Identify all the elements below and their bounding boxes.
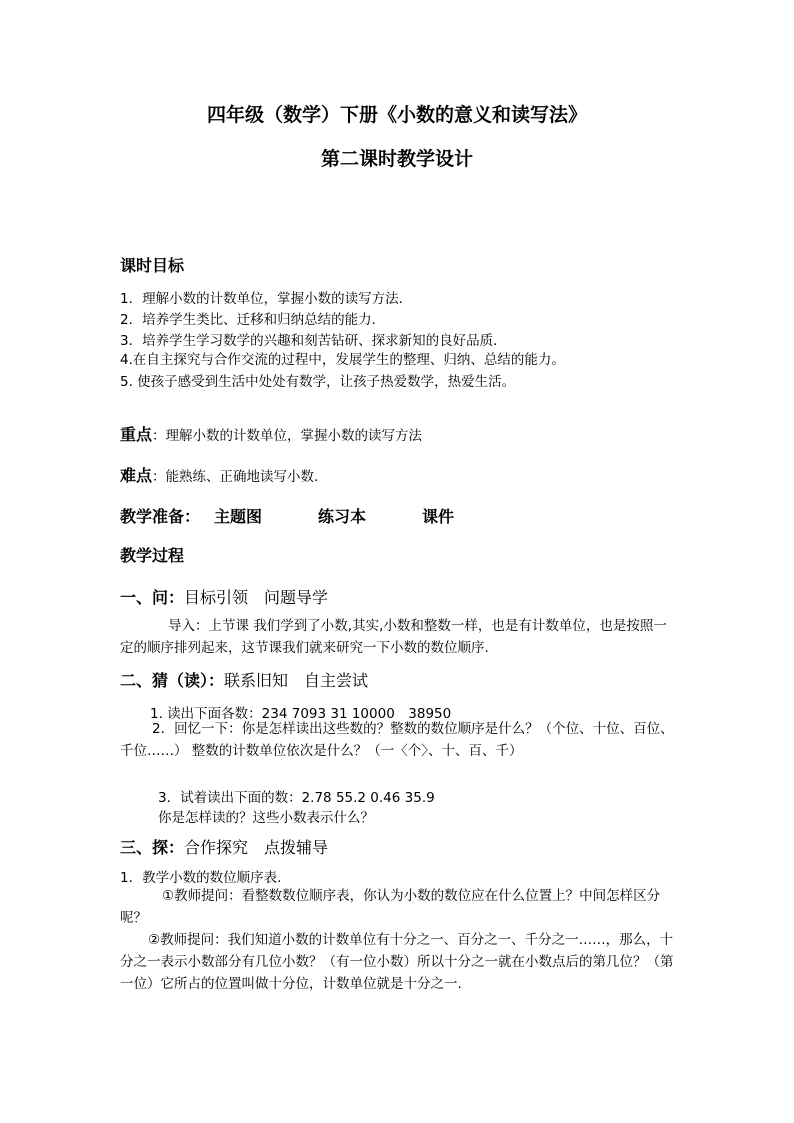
goal-item: 4.在自主探究与合作交流的过程中，发展学生的整理、归纳、总结的能力。 [120, 352, 565, 368]
key-label: 重点 [120, 425, 153, 444]
key-text: ：理解小数的计数单位，掌握小数的读写方法 [152, 428, 423, 444]
section-3-question-2: ②教师提问：我们知道小数的计数单位有十分之一、百分之一、千分之一……，那么，十分之一表示小数部分有几位小数？（有一位小数）所以十分之一就在小数点后的第几位？（第一位）它所占的位置叫做十分位，计数单位就是十分之一. [120, 932, 674, 992]
section-1-text: 目标引领 问题导学 [184, 588, 329, 607]
section-1-label: 一、问： [120, 588, 185, 607]
section-2-item-3: 3．试着读出下面的数：2.78 55.2 0.46 35.9 [158, 790, 435, 806]
section-2-item-2: 2．回忆一下：你是怎样读出这些数的？整数的数位顺序是什么？（个位、十位、百位、千位……） 整数的计数单位依次是什么？（一〈个〉、十、百、千） [120, 721, 674, 759]
key-point [120, 422, 422, 445]
prep-item: 主题图 [214, 507, 263, 526]
goals-heading: 课时目标 [120, 256, 185, 275]
title-line-2: 第二课时教学设计 [320, 148, 473, 170]
section-1-heading [120, 585, 328, 608]
section-2-heading [120, 668, 368, 691]
section-2-item-3b: 你是怎样读的？这些小数表示什么？ [158, 810, 374, 826]
goal-item: 5. 使孩子感受到生活中处处有数学，让孩子热爱数学，热爱生活。 [120, 374, 516, 390]
section-2-text: 联系旧知 自主尝试 [224, 671, 369, 690]
prep-item: 练习本 [318, 507, 367, 526]
section-3-item-1: 1．教学小数的数位顺序表. [120, 870, 282, 886]
goal-item: 1．理解小数的计数单位，掌握小数的读写方法． [120, 291, 413, 307]
goal-item: 3．培养学生学习数学的兴趣和刻苦钻研、探求新知的良好品质． [120, 333, 507, 349]
title-line-1: 四年级（数学）下册《小数的意义和读写法》 [206, 104, 587, 126]
prep-label: 教学准备： [120, 507, 201, 526]
section-1-paragraph: 导入：上节课 我们学到了小数,其实,小数和整数一样，也是有计数单位，也是按照一定的顺序排列起来，这节课我们就来研究一下小数的数位顺序. [120, 618, 667, 656]
section-3-text: 合作探究 点拨辅导 [184, 838, 329, 857]
section-2-label: 二、猜（读）： [120, 671, 225, 690]
difficulty-label: 难点 [120, 466, 153, 485]
process-heading: 教学过程 [120, 546, 185, 565]
difficulty-point [120, 463, 328, 486]
difficulty-text: ：能熟练、正确地读写小数． [152, 469, 328, 485]
section-2-item-1: 1. 读出下面各数：234 7093 31 10000 38950 [150, 706, 452, 722]
prep-item: 课件 [422, 507, 455, 526]
section-3-question-1: ①教师提问：看整数数位顺序表，你认为小数的数位应在什么位置上？中间怎样区分呢？ [120, 888, 661, 926]
goal-item: 2．培养学生类比、迁移和归纳总结的能力． [120, 312, 386, 328]
section-3-heading [120, 835, 328, 858]
section-3-label: 三、探： [120, 838, 185, 857]
